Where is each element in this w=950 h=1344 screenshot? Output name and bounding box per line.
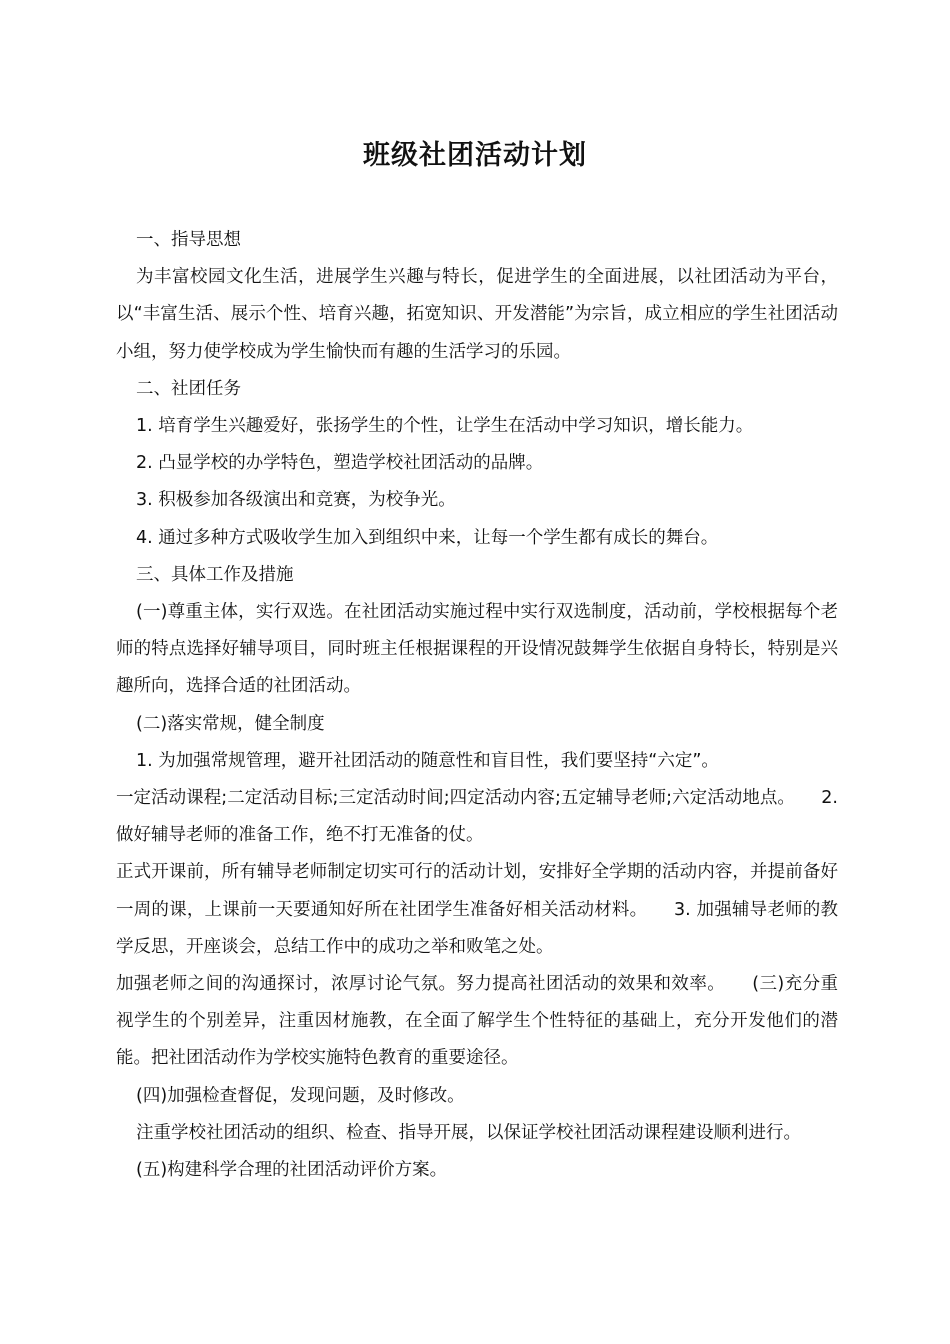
measure-heading-5: (五)构建科学合理的社团活动评价方案。: [136, 1160, 448, 1181]
preparation-paragraph: 正式开课前，所有辅导老师制定切实可行的活动计划，安排好全学期的活动内容，并提前备好一周的课，上课前一天要通知好所在社团学生准备好相关活动材料。 3. 加强辅导老师的教学反思，开座谈会，总结工作中的成功之举和败笔之处。: [116, 862, 838, 957]
communication-paragraph: 加强老师之间的沟通探讨，浓厚讨论气氛。努力提高社团活动的效果和效率。 (三)充分重视学生的个别差异，注重因材施教，在全面了解学生个性特征的基础上，充分开发他们的潜能。把社团活动作为学校实施特色教育的重要途径。: [116, 974, 838, 1069]
task-item-4: 4. 通过多种方式吸收学生加入到组织中来，让每一个学生都有成长的舞台。: [136, 527, 719, 548]
measure-heading-4: (四)加强检查督促，发现问题，及时修改。: [136, 1085, 465, 1106]
section-heading-guiding-thought: 一、指导思想: [136, 230, 241, 250]
measure-paragraph-1: (一)尊重主体，实行双选。在社团活动实施过程中实行双选制度，活动前，学校根据每个老师的特点选择好辅导项目，同时班主任根据课程的开设情况鼓舞学生依据自身特长，特别是兴趣所向，选择合适的社团活动。: [116, 602, 838, 697]
paragraph-purpose: 为丰富校园文化生活，进展学生兴趣与特长，促进学生的全面进展，以社团活动为平台，以“丰富生活、展示个性、培育兴趣，拓宽知识、开发潜能”为宗旨，成立相应的学生社团活动小组，努力使学校成为学生愉快而有趣的生活学习的乐园。: [116, 267, 838, 362]
document-title: 班级社团活动计划: [363, 140, 587, 171]
six-fixed-paragraph: 一定活动课程;二定活动目标;三定活动时间;四定活动内容;五定辅导老师;六定活动地点。 2. 做好辅导老师的准备工作，绝不打无准备的仗。: [116, 788, 838, 846]
section-heading-tasks: 二、社团任务: [136, 378, 241, 399]
inspection-paragraph: 注重学校社团活动的组织、检查、指导开展，以保证学校社团活动课程建设顺利进行。: [136, 1122, 801, 1143]
measure-item-2-1: 1. 为加强常规管理，避开社团活动的随意性和盲目性，我们要坚持“六定”。: [136, 750, 719, 771]
document-body: [116, 222, 838, 1189]
task-item-2: 2. 凸显学校的办学特色，塑造学校社团活动的品牌。: [136, 453, 544, 474]
measure-heading-2: (二)落实常规，健全制度: [136, 713, 325, 734]
task-item-3: 3. 积极参加各级演出和竞赛，为校争光。: [136, 490, 456, 511]
task-item-1: 1. 培育学生兴趣爱好，张扬学生的个性，让学生在活动中学习知识，增长能力。: [136, 416, 754, 437]
section-heading-measures: 三、具体工作及措施: [136, 564, 294, 585]
